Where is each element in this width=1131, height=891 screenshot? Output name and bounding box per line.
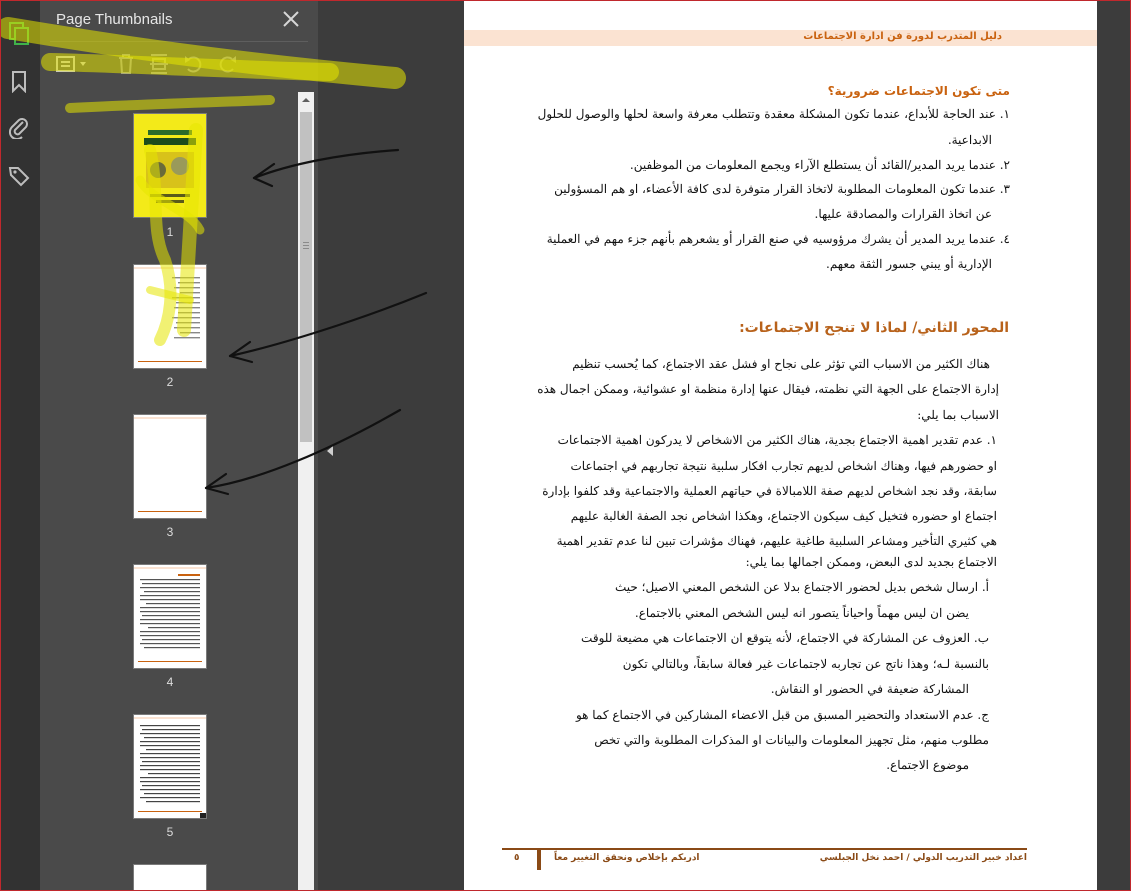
navigation-rail <box>0 0 41 891</box>
close-icon[interactable] <box>280 8 302 30</box>
page-thumbnail[interactable] <box>134 715 206 818</box>
thumbnail-label: 5 <box>166 825 174 839</box>
thumbnail-label: 1 <box>166 225 174 239</box>
text-line: الاجتماع بجديد لدى البعض، وممكن اجمالها بما يلي: <box>745 555 997 569</box>
document-view[interactable] <box>318 0 1131 891</box>
rotate-ccw-icon[interactable] <box>182 52 206 76</box>
section-heading: المحور الثاني/ لماذا لا تنجح الاجتماعات: <box>739 320 1009 336</box>
page-thumbnail[interactable] <box>134 265 206 368</box>
text-line: هي كثيري التأخير ومشاعر السلبية طاغية عليهم، فهناك مؤشرات تبين لنا عدم تقدير اهمية <box>556 534 997 548</box>
tag-icon[interactable] <box>7 164 31 188</box>
attachment-icon[interactable] <box>7 116 31 140</box>
text-line: ٢. عندما يريد المدير/القائد أن يستطلع الآراء ويجمع المعلومات من الموظفين. <box>629 158 1010 172</box>
text-line: الابداعية. <box>947 133 992 147</box>
text-line: ج. عدم الاستعداد والتحضير المسبق من قبل الاعضاء المشاركين في الاجتماع كما هو <box>575 708 989 722</box>
text-line: إدارة الاجتماع على الجهة التي نظمته، فيقال عنها إدارة منظمة او عشوائية، وممكن اجمال هذه <box>537 382 999 396</box>
text-line: موضوع الاجتماع. <box>886 758 969 772</box>
text-line: يضن ان ليس مهماً واحياناً يتصور انه ليس الشخص المعني بالاجتماع. <box>634 606 969 620</box>
thumbnails-panel <box>40 0 318 891</box>
text-line: عن اتخاذ القرارات والمصادقة عليها. <box>814 207 992 221</box>
text-line: ٤. عندما يريد المدير أن يشرك مرؤوسيه في صنع القرار أو يشعرهم بأنهم جزء مهم في العملية <box>546 232 1010 246</box>
divider <box>50 41 308 42</box>
text-line: سابقة، وقد نجد اشخاص لديهم صفة اللامبالاة في حياتهم العملية والاجتماعية وقد كلفوا بإدارة <box>542 484 997 498</box>
text-line: ٣. عندما تكون المعلومات المطلوبة لاتخاذ القرار متوفرة لدى كافة الأعضاء، او هم المسؤولين <box>554 182 1010 196</box>
text-line: بالنسبة لـه؛ وهذا ناتج عن تجاربه لاجتماعات غير فعالة سابقاً، وبالتالي تكون <box>622 657 989 671</box>
text-line: اجتماع او حضوره فتخيل كيف سيكون الاجتماع، وهكذا اشخاص نجد الصفة الغالبة عليهم <box>570 509 997 523</box>
extract-icon[interactable] <box>146 52 172 76</box>
pages-icon[interactable] <box>7 22 31 46</box>
thumbnail-label: 4 <box>166 675 174 689</box>
footer-rule <box>502 848 1027 850</box>
page-number: ٥ <box>514 853 520 863</box>
header-band <box>464 30 1097 46</box>
text-line: ١. عدم تقدير اهمية الاجتماع بجدية، هناك الكثير من الاشخاص لا يدركون اهمية الاجتماعات <box>557 433 997 447</box>
collapse-panel-icon[interactable] <box>326 446 334 456</box>
text-line: المشاركة ضعيفة في الحضور او النقاش. <box>770 682 969 696</box>
thumbnail-options-icon[interactable] <box>52 52 92 76</box>
text-line: مطلوب منهم، مثل تجهيز المعلومات والبيانات او المذكرات المطلوبة والتي تخص <box>594 733 989 747</box>
thumbnail-list <box>40 92 298 891</box>
rotate-cw-icon[interactable] <box>215 52 239 76</box>
text-line: أ. ارسال شخص بديل لحضور الاجتماع بدلا عن الشخص المعني الاصيل؛ حيث <box>615 580 989 594</box>
section-heading: متى تكون الاجتماعات ضرورية؟ <box>827 84 1010 98</box>
text-line: الاسباب بما يلي: <box>917 408 999 422</box>
footer-slogan: ادربكم بإخلاص ونحقق التغيير معاً <box>554 853 700 863</box>
page-header: دليل المتدرب لدورة فن ادارة الاجتماعات <box>803 31 1002 42</box>
scroll-up-icon[interactable] <box>298 92 314 108</box>
scrollbar-thumb[interactable] <box>300 112 312 442</box>
thumbnail-scrollbar[interactable] <box>298 92 314 891</box>
page-thumbnail[interactable] <box>134 114 206 217</box>
footer-divider <box>537 850 541 870</box>
page-thumbnail[interactable] <box>134 865 206 891</box>
page-thumbnail[interactable] <box>134 415 206 518</box>
delete-icon[interactable] <box>114 52 138 76</box>
panel-title: Page Thumbnails <box>56 11 173 28</box>
thumbnail-label: 2 <box>166 375 174 389</box>
bookmark-icon[interactable] <box>7 70 31 94</box>
text-line: هناك الكثير من الاسباب التي تؤثر على نجاح او فشل عقد الاجتماع، كما يُحسب تنظيم <box>572 357 990 371</box>
pdf-page <box>464 0 1097 891</box>
text-line: او حضورهم فيها، وهناك اشخاص لديهم تجارب افكار سلبية نتيجة تجاربهم في اجتماعات <box>570 459 997 473</box>
text-line: ب. العزوف عن المشاركة في الاجتماع، لأنه يتوقع ان الاجتماعات هي مضيعة للوقت <box>581 631 989 645</box>
text-line: ١. عند الحاجة للأبداع، عندما تكون المشكلة معقدة وتتطلب معرفة واسعة لحلها والوصول للحلول <box>537 107 1010 121</box>
page-thumbnail[interactable] <box>134 565 206 668</box>
footer-author: اعداد خبير التدريب الدولي / احمد نخل الجبلسي <box>819 853 1027 863</box>
text-line: الإدارية أو يبني جسور الثقة معهم. <box>826 257 992 271</box>
thumbnail-label: 3 <box>166 525 174 539</box>
